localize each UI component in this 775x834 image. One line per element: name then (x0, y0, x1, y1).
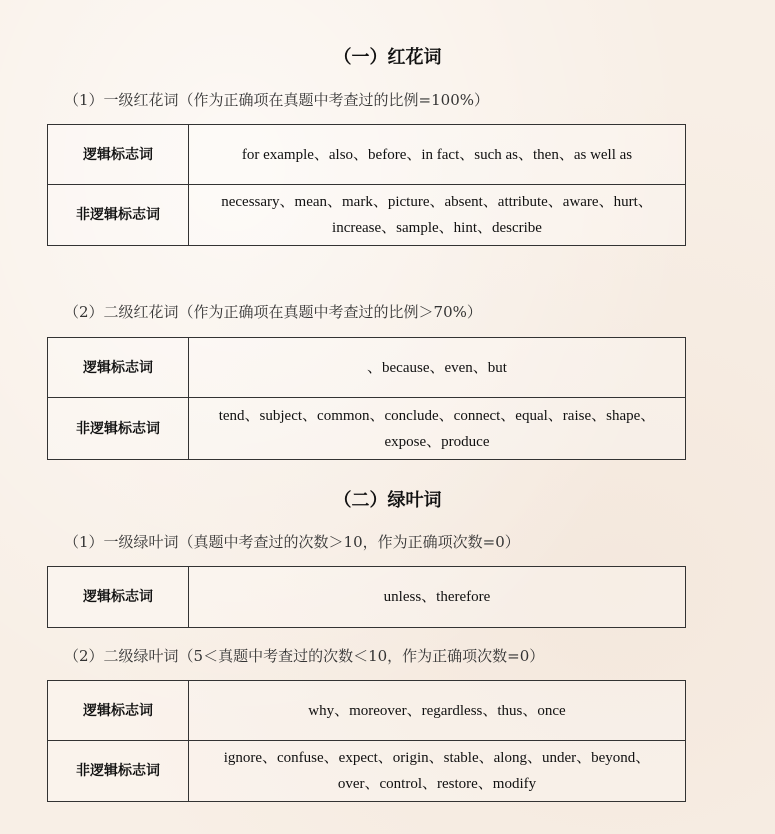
row-value (189, 741, 686, 802)
row-value: for example、also、before、in fact、such as、then、as well as (189, 125, 686, 185)
subtitle-level2-red: （2）二级红花词（作为正确项在真题中考查过的比例＞70%） (64, 303, 482, 321)
subtitle-level1-green: （1）一级绿叶词（真题中考查过的次数＞10，作为正确项次数=0） (64, 533, 520, 551)
row-label: 逻辑标志词 (48, 567, 189, 628)
row-value: unless、therefore (189, 567, 686, 628)
row-value-line: expose、produce (384, 433, 490, 450)
row-label: 逻辑标志词 (48, 125, 189, 185)
table-level2-green (47, 680, 686, 802)
table-row (48, 125, 686, 185)
row-value-line: increase、sample、hint、describe (332, 220, 542, 236)
row-label: 非逻辑标志词 (48, 185, 189, 246)
table-level1-red (47, 124, 686, 246)
table-row (48, 741, 686, 802)
table-level1-green (47, 566, 686, 628)
row-label: 逻辑标志词 (48, 338, 189, 398)
subtitle-level1-red: （1）一级红花词（作为正确项在真题中考查过的比例=100%） (64, 91, 489, 109)
table-row (48, 338, 686, 398)
table-row (48, 567, 686, 628)
row-value-line: necessary、mean、mark、picture、absent、attribute、aware、hurt、 (221, 194, 653, 210)
row-value-line: ignore、confuse、expect、origin、stable、along、under、beyond、 (223, 750, 651, 766)
table-row (48, 398, 686, 460)
row-value-line: over、control、restore、modify (337, 776, 537, 792)
row-label: 逻辑标志词 (48, 681, 189, 741)
table-row (48, 185, 686, 246)
row-value: why、moreover、regardless、thus、once (189, 681, 686, 741)
table-row (48, 681, 686, 741)
table-level2-red (47, 337, 686, 460)
section-title-red-flower: （一）红花词 (333, 47, 442, 68)
section-title-green-leaf: （二）绿叶词 (333, 490, 442, 511)
row-value (189, 185, 686, 246)
subtitle-level2-green: （2）二级绿叶词（5＜真题中考查过的次数＜10，作为正确项次数=0） (64, 647, 545, 665)
row-value-line: tend、subject、common、conclude、connect、equal、raise、shape、 (218, 407, 656, 424)
row-label: 非逻辑标志词 (48, 398, 189, 460)
row-value (189, 398, 686, 460)
row-value: 、because、even、but (189, 338, 686, 398)
row-label: 非逻辑标志词 (48, 741, 189, 802)
